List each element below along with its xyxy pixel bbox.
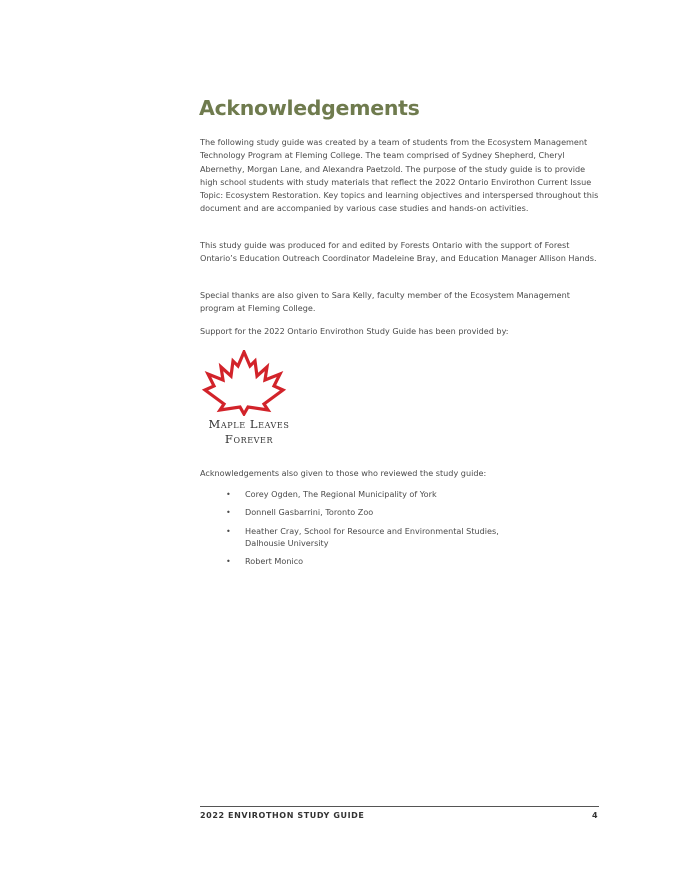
- logo-line-2: Forever: [224, 432, 274, 446]
- reviewer-name: Donnell Gasbarrini, Toronto Zoo: [245, 507, 374, 518]
- maple-leaves-forever-logo: [200, 350, 300, 450]
- list-item: [200, 489, 600, 501]
- bullet: •: [226, 525, 231, 536]
- bullet: •: [226, 507, 231, 518]
- reviewer-name: Robert Monico: [245, 556, 304, 567]
- reviewers-list: [200, 489, 600, 575]
- maple-leaf-icon: [200, 350, 300, 416]
- footer-divider: [200, 806, 599, 807]
- logo-line-1: Maple Leaves: [208, 417, 290, 431]
- list-item: [200, 507, 600, 519]
- intro-paragraph: The following study guide was created by a team of students from the Ecosystem Management Technology Program at Fleming College. The team comprised of Sydney Shepherd, Cheryl Abernethy, Morgan Lane, and Alexandra Paetzold. The purpose of the study guide is to provide high school students with study materials that reflect the 2022 Ontario Envirothon Current Issue Topic: Ecosystem Restoration. Key topics and learning objectives and interspersed throughout this document and are accompanied by various case studies and hands-on activities.: [200, 137, 599, 214]
- page-title: Acknowledgements: [199, 96, 420, 120]
- reviewers-intro: Acknowledgements also given to those who reviewed the study guide:: [200, 468, 487, 478]
- page-number: 4: [592, 811, 598, 820]
- thanks-paragraph: Special thanks are also given to Sara Kelly, faculty member of the Ecosystem Management program at Fleming College.: [200, 290, 570, 314]
- support-paragraph: Support for the 2022 Ontario Envirothon Study Guide has been provided by:: [200, 326, 509, 336]
- footer-title: 2022 ENVIROTHON STUDY GUIDE: [200, 811, 365, 820]
- bullet: •: [226, 489, 231, 499]
- list-item: [200, 556, 600, 568]
- production-paragraph: This study guide was produced for and edited by Forests Ontario with the support of Forest Ontario’s Education Outreach Coordinator Madeleine Bray, and Education Manager Allison Hands.: [200, 240, 597, 264]
- reviewer-name: Heather Cray, School for Resource and Environmental Studies, Dalhousie University: [245, 525, 499, 548]
- reviewer-name: Corey Ogden, The Regional Municipality of York: [245, 489, 437, 499]
- list-item: [200, 526, 535, 550]
- bullet: •: [226, 556, 231, 567]
